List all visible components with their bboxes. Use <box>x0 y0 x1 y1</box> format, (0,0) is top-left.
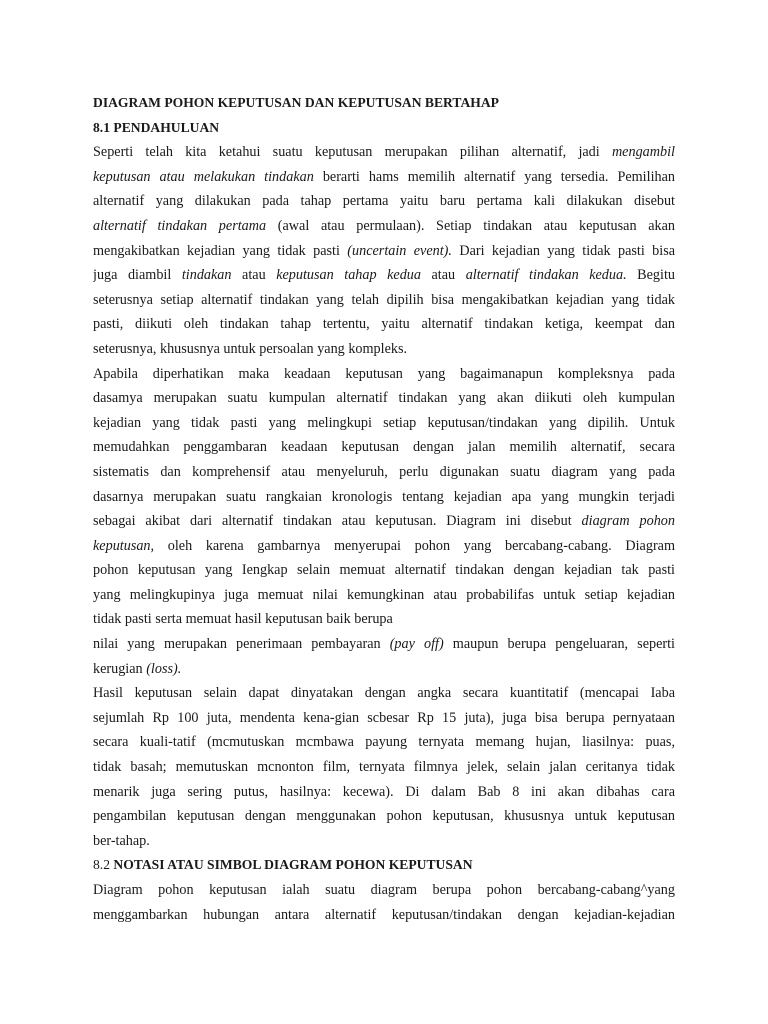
text-line: Hasil keputusan selain dapat dinyatakan dengan angka secara kuantitatif (mencapai Iaba <box>93 685 675 702</box>
text-line: yang melingkupinya juga memuat nilai kemungkinan atau probabilifas untuk setiap kejadian <box>93 586 675 603</box>
text-line: dasamya merupakan suatu kumpulan alternatif tindakan yang akan diikuti oleh kumpulan <box>93 390 675 407</box>
text-line: menggambarkan hubungan antara alternatif keputusan/tindakan dengan kejadian-kejadian <box>93 906 675 923</box>
text-line: sejumlah Rp 100 juta, mendenta kena-gian scbesar Rp 15 juta), juga bisa berupa pernyataan <box>93 709 675 726</box>
text-line: sistematis dan komprehensif atau menyeluruh, perlu digunakan suatu diagram yang pada <box>93 463 675 480</box>
text-line: nilai yang merupakan penerimaan pembayaran (pay off) maupun berupa pengeluaran, seperti <box>93 636 675 653</box>
text-line: alternatif tindakan pertama (awal atau permulaan). Setiap tindakan atau keputusan akan <box>93 217 675 234</box>
text-line: alternatif yang dilakukan pada tahap pertama yaitu baru pertama kali dilakukan disebut <box>93 193 675 210</box>
text-line: Seperti telah kita ketahui suatu keputusan merupakan pilihan alternatif, jadi mengambil <box>93 144 675 161</box>
text-line: juga diambil tindakan atau keputusan tahap kedua atau alternatif tindakan kedua. Begitu <box>93 267 675 284</box>
text-line: menarik juga sering putus, hasilnya: kecewa). Di dalam Bab 8 ini akan dibahas cara <box>93 783 675 800</box>
text-line: Apabila diperhatikan maka keadaan keputusan yang bagaimanapun kompleksnya pada <box>93 365 675 382</box>
text-line: mengakibatkan kejadian yang tidak pasti (uncertain event). Dari kejadian yang tidak pasti bisa <box>93 242 675 259</box>
paragraph-1 <box>93 140 675 361</box>
text-line: secara kuali-tatif (mcmutuskan mcmbawa payung ternyata memang hujan, liasilnya: puas, <box>93 734 675 751</box>
text-line: keputusan, oleh karena gambarnya menyerupai pohon yang bercabang-cabang. Diagram <box>93 537 675 554</box>
document-page <box>93 91 675 927</box>
paragraph-3 <box>93 632 675 681</box>
document-title: DIAGRAM POHON KEPUTUSAN DAN KEPUTUSAN BERTAHAP <box>93 95 499 110</box>
text-line: tidak pasti serta memuat hasil keputusan baik berupa <box>93 611 393 628</box>
paragraph-5 <box>93 878 675 927</box>
paragraph-4 <box>93 681 675 853</box>
text-line: pohon keputusan yang Iengkap selain memuat alternatif tindakan dengan kejadian tak pasti <box>93 562 675 579</box>
text-line: dasarnya merupakan suatu rangkaian kronologis tentang kejadian apa yang mungkin terjadi <box>93 488 675 505</box>
text-line: pasti, diikuti oleh tindakan tahap tertentu, yaitu alternatif tindakan ketiga, keempat dan <box>93 316 675 333</box>
text-line: keputusan atau melakukan tindakan berarti hams memilih alternatif yang tersedia. Pemilihan <box>93 168 675 185</box>
section-heading-pendahuluan: 8.1 PENDAHULUAN <box>93 119 220 135</box>
text-line: ber-tahap. <box>93 832 150 849</box>
text-line: Diagram pohon keputusan ialah suatu diagram berupa pohon bercabang-cabang^yang <box>93 882 675 898</box>
paragraph-2 <box>93 362 675 633</box>
text-line: pengambilan keputusan dengan menggunakan pohon keputusan, khususnya untuk keputusan <box>93 808 675 825</box>
text-line: seterusnya, khususnya untuk persoalan yang kompleks. <box>93 340 408 357</box>
text-line: memudahkan penggambaran keadaan keputusan dengan jalan memilih alternatif, secara <box>93 439 675 456</box>
section-heading-notasi: 8.2 NOTASI ATAU SIMBOL DIAGRAM POHON KEPUTUSAN <box>93 857 473 873</box>
text-line: sebagai akibat dari alternatif tindakan atau keputusan. Diagram ini disebut diagram pohon <box>93 513 675 530</box>
text-line: seterusnya setiap alternatif tindakan yang telah dipilih bisa mengakibatkan kejadian yang tidak <box>93 291 675 308</box>
text-line: kerugian (loss). <box>93 660 182 677</box>
text-line: tidak basah; memutuskan mcnonton film, ternyata filmnya jelek, selain jalan ceritanya tidak <box>93 759 675 776</box>
text-line: kejadian yang tidak pasti yang melingkupi setiap keputusan/tindakan yang dipilih. Untuk <box>93 414 675 431</box>
